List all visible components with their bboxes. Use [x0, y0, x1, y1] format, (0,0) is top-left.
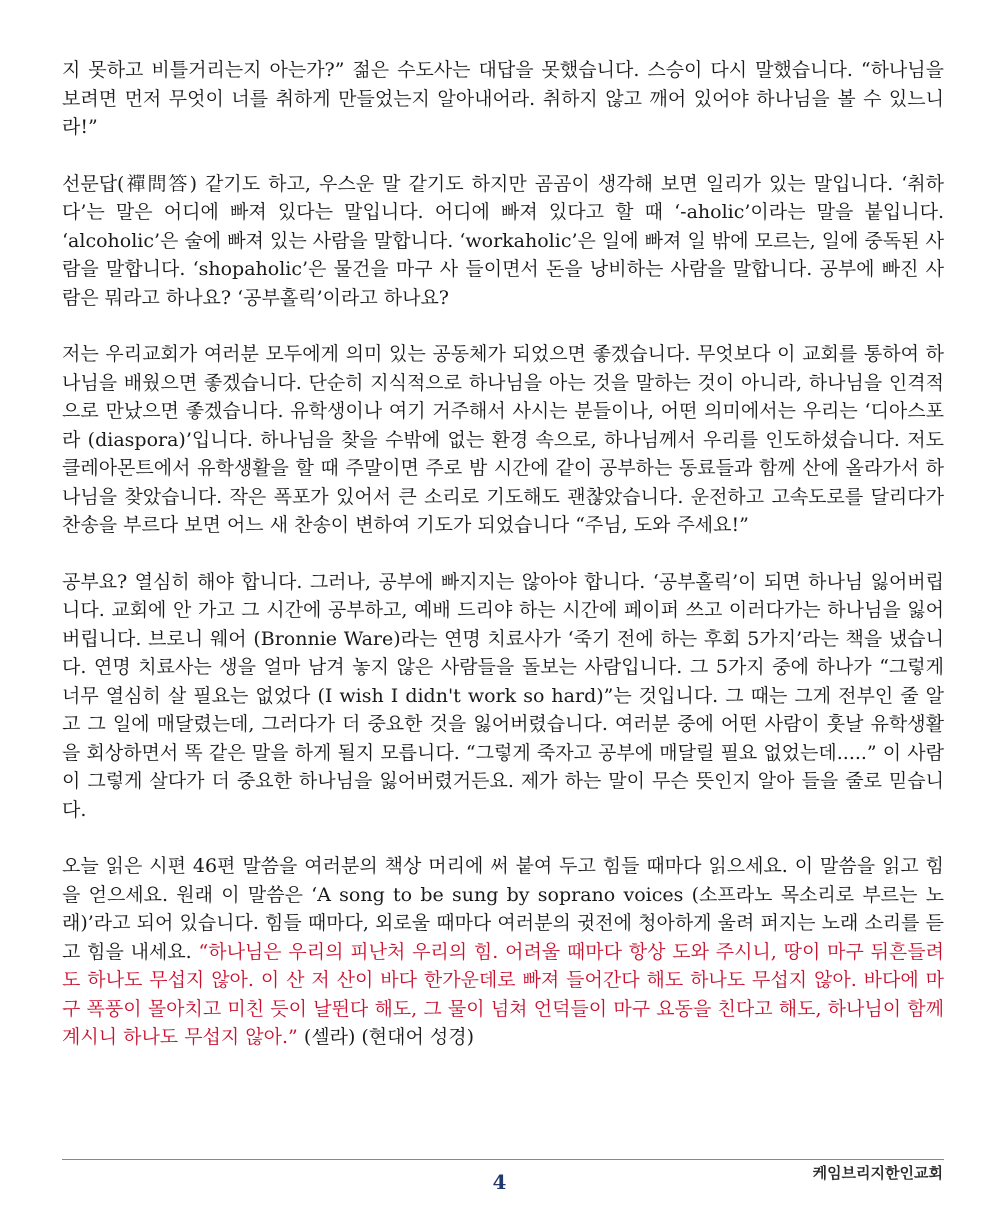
page-number: 4	[492, 1170, 507, 1194]
psalm-citation: (셀라) (현대어 성경)	[297, 1026, 475, 1048]
paragraph-4	[62, 568, 944, 825]
body-text	[62, 56, 944, 1080]
paragraph-1-text: 지 못하고 비틀거리는지 아는가?” 젊은 수도사는 대답을 못했습니다. 스승이 다시 말했습니다. “하나님을 보려면 먼저 무엇이 너를 취하게 만들었는지 알아내어라. 취하지 않고 깨어 있어야 하나님을 볼 수 있느니라!”	[62, 59, 944, 138]
paragraph-2-text: 선문답(禪問答) 같기도 하고, 우스운 말 같기도 하지만 곰곰이 생각해 보면 일리가 있는 말입니다. ‘취하다’는 말은 어디에 빠져 있다는 말입니다. 어디에 빠져 있다고 할 때 ‘-aholic’이라는 말을 붙입니다. ‘alcoholic’은 술에 빠져 있는 사람을 말합니다. ‘workaholic’은 일에 빠져 일 밖에 모르는, 일에 중독된 사람을 말합니다. ‘shopaholic’은 물건을 마구 사 들이면서 돈을 낭비하는 사람을 말합니다. 공부에 빠진 사람은 뭐라고 하나요? ‘공부홀릭’이라고 하나요?	[62, 172, 944, 309]
paragraph-2	[62, 170, 944, 313]
psalm-quote: “하나님은 우리의 피난처 우리의 힘. 어려울 때마다 항상 도와 주시니, 땅이 마구 뒤흔들려도 하나도 무섭지 않아. 이 산 저 산이 바다 한가운데로 빠져 들어간다 해도 하나도 무섭지 않아. 바다에 마구 폭풍이 몰아치고 미친 듯이 날뛴다 해도, 그 물이 넘쳐 언덕들이 마구 요동을 친다고 해도, 하나님이 함께 계시니 하나도 무섭지 않아.”	[62, 940, 944, 1048]
paragraph-1	[62, 56, 944, 142]
church-name: 케임브리지한인교회	[812, 1164, 943, 1182]
footer-rule	[62, 1159, 944, 1160]
paragraph-4-text: 공부요? 열심히 해야 합니다. 그러나, 공부에 빠지지는 않아야 합니다. ‘공부홀릭’이 되면 하나님 잃어버립니다. 교회에 안 가고 그 시간에 공부하고, 예배 드리야 하는 시간에 페이퍼 쓰고 이러다가는 하나님을 잃어버립니다. 브로니 웨어 (Bronnie Ware)라는 연명 치료사가 ‘죽기 전에 하는 후회 5가지’라는 책을 냈습니다. 연명 치료사는 생을 얼마 남겨 놓지 않은 사람들을 돌보는 사람입니다. 그 5가지 중에 하나가 “그렇게 너무 열심히 살 필요는 없었다 (I wish I didn't work so hard)”는 것입니다. 그 때는 그게 전부인 줄 알고 그 일에 매달렸는데, 그러다가 더 중요한 것을 잃어버렸습니다. 여러분 중에 어떤 사람이 훗날 유학생활을 회상하면서 똑 같은 말을 하게 될지 모릅니다. “그렇게 죽자고 공부에 매달릴 필요 없었는데.....” 이 사람이 그렇게 살다가 더 중요한 하나님을 잃어버렸거든요. 제가 하는 말이 무슨 뜻인지 알아 들을 줄로 믿습니다.	[62, 570, 944, 821]
paragraph-5	[62, 852, 944, 1052]
paragraph-3-text: 저는 우리교회가 여러분 모두에게 의미 있는 공동체가 되었으면 좋겠습니다. 무엇보다 이 교회를 통하여 하나님을 배웠으면 좋겠습니다. 단순히 지식적으로 하나님을 아는 것을 말하는 것이 아니라, 하나님을 인격적으로 만났으면 좋겠습니다. 유학생이나 여기 거주해서 사시는 분들이나, 어떤 의미에서는 우리는 ‘디아스포라 (diaspora)’입니다. 하나님을 찾을 수밖에 없는 환경 속으로, 하나님께서 우리를 인도하셨습니다. 저도 클레아몬트에서 유학생활을 할 때 주말이면 주로 밤 시간에 같이 공부하는 동료들과 함께 산에 올라가서 하나님을 찾았습니다. 작은 폭포가 있어서 큰 소리로 기도해도 괜찮았습니다. 운전하고 고속도로를 달리다가 찬송을 부르다 보면 어느 새 찬송이 변하여 기도가 되었습니다 “주님, 도와 주세요!”	[62, 343, 944, 536]
paragraph-5-text: 오늘 읽은 시편 46편 말씀을 여러분의 책상 머리에 써 붙여 두고 힘들 때마다 읽으세요. 이 말씀을 읽고 힘을 얻으세요. 원래 이 말씀은 ‘A song to be sung by soprano voices (소프라노 목소리로 부르는 노래)’라고 되어 있습니다. 힘들 때마다, 외로울 때마다 여러분의 귓전에 청아하게 울려 퍼지는 노래 소리를 듣고 힘을 내세요.	[62, 855, 944, 963]
paragraph-3	[62, 340, 944, 540]
